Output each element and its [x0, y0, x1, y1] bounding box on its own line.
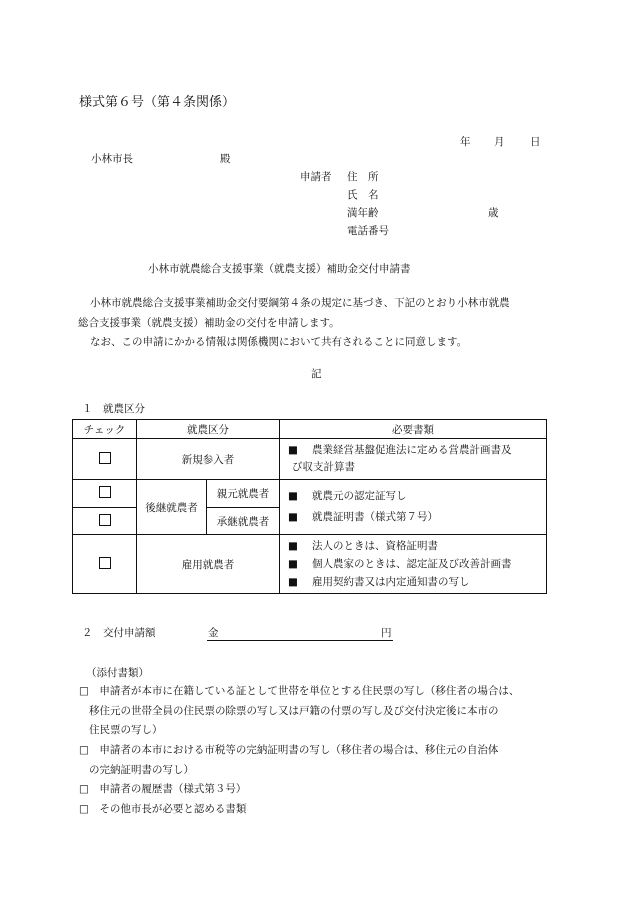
attachment-text: 申請者の履歴書（様式第３号）: [99, 783, 247, 795]
doc-text: 農業経営基盤促進法に定める営農計画書及: [312, 444, 512, 456]
checkbox-icon[interactable]: □: [79, 685, 89, 697]
doc-text: 法人のときは、資格証明書: [312, 540, 438, 552]
category-inherit-successor: 承継就農者: [207, 508, 280, 535]
date-day: 日: [530, 136, 541, 148]
applicant-label: 申請者: [300, 171, 332, 183]
bullet-icon: ■: [288, 511, 298, 523]
body-line-3: なお、この申請にかかる情報は関係機関において共有されることに同意します。: [90, 336, 468, 348]
attachment-text: 申請者が本市に在籍している証として世帯を単位とする住民票の写し（移住者の場合は、: [99, 685, 520, 697]
doc-text: び収支計算書: [292, 461, 355, 473]
body-line-2: 総合支援事業（就農支援）補助金の交付を申請します。: [78, 316, 340, 329]
bullet-icon: ■: [288, 540, 298, 552]
attachment-text: 申請者の本市における市税等の完納証明書の写し（移住者の場合は、移住元の自治体: [99, 744, 499, 756]
header-docs: 必要書類: [280, 420, 547, 439]
section1-title: １ 就農区分: [82, 403, 145, 415]
checkbox-employed[interactable]: [99, 557, 111, 569]
category-parent-successor: 親元就農者: [207, 480, 280, 508]
doc-text: 就農証明書（様式第７号）: [312, 511, 438, 523]
category-new-entrant: 新規参入者: [137, 439, 280, 480]
attachment-text: の完納証明書の写し）: [89, 763, 194, 776]
category-successor: 後継就農者: [137, 480, 207, 535]
attachment-text: 住民票の写し）: [89, 724, 163, 736]
checkbox-parent-successor[interactable]: [99, 486, 111, 498]
document-title: 小林市就農総合支援事業（就農支援）補助金交付申請書: [148, 263, 411, 275]
header-category: 就農区分: [137, 420, 280, 439]
body-line-1: 小林市就農総合支援事業補助金交付要綱第４条の規定に基づき、下記のとおり小林市就農: [90, 297, 510, 309]
bullet-icon: ■: [288, 558, 298, 570]
applicant-age-label: 満年齢: [347, 207, 379, 219]
attachment-text: 移住元の世帯全員の住民票の除票の写し又は戸籍の付票の写し及び交付決定後に本市の: [89, 704, 499, 717]
attachment-item-4: [79, 800, 246, 820]
applicant-address-label: 住 所: [347, 171, 379, 183]
body-paragraph: [78, 294, 510, 353]
checkbox-icon[interactable]: □: [79, 803, 89, 815]
table-header-row: [73, 420, 547, 439]
attachment-text: その他市長が必要と認める書類: [99, 803, 247, 815]
applicant-name-label: 氏 名: [347, 189, 379, 201]
table-row: [73, 480, 547, 508]
addressee-name: 小林市長: [91, 153, 133, 165]
category-employed: 雇用就農者: [137, 535, 280, 594]
attachment-item-2: [79, 741, 498, 780]
addressee-honorific: 殿: [220, 153, 231, 165]
date-year: 年: [460, 136, 471, 148]
checkbox-new-entrant[interactable]: [99, 452, 111, 464]
ki-heading: 記: [311, 368, 322, 380]
docs-successor: [280, 480, 547, 535]
attachments-title: （添付書類）: [86, 667, 149, 679]
table-row: [73, 439, 547, 480]
applicant-phone-label: 電話番号: [347, 225, 389, 237]
checkbox-icon[interactable]: □: [79, 744, 89, 756]
amount-field[interactable]: [207, 640, 393, 641]
attachment-item-3: [79, 780, 246, 800]
checkbox-inherit-successor[interactable]: [99, 514, 111, 526]
header-check: チェック: [73, 420, 137, 439]
table-row: [73, 535, 547, 594]
amount-currency: 金: [208, 627, 219, 639]
amount-unit: 円: [381, 627, 392, 639]
bullet-icon: ■: [288, 444, 298, 456]
bullet-icon: ■: [288, 576, 298, 588]
date-month: 月: [494, 136, 505, 148]
doc-text: 雇用契約書又は内定通知書の写し: [312, 576, 470, 588]
doc-text: 個人農家のときは、認定証及び改善計画書: [312, 558, 512, 570]
doc-text: 就農元の認定証写し: [312, 490, 407, 502]
farming-category-table: [72, 419, 547, 594]
applicant-age-unit: 歳: [488, 207, 499, 219]
checkbox-icon[interactable]: □: [79, 783, 89, 795]
docs-new-entrant: [280, 439, 547, 480]
bullet-icon: ■: [288, 490, 298, 502]
form-number: 様式第６号（第４条関係）: [79, 95, 236, 110]
docs-employed: [280, 535, 547, 594]
section2-title: ２ 交付申請額: [82, 627, 156, 639]
attachment-item-1: [79, 682, 519, 741]
